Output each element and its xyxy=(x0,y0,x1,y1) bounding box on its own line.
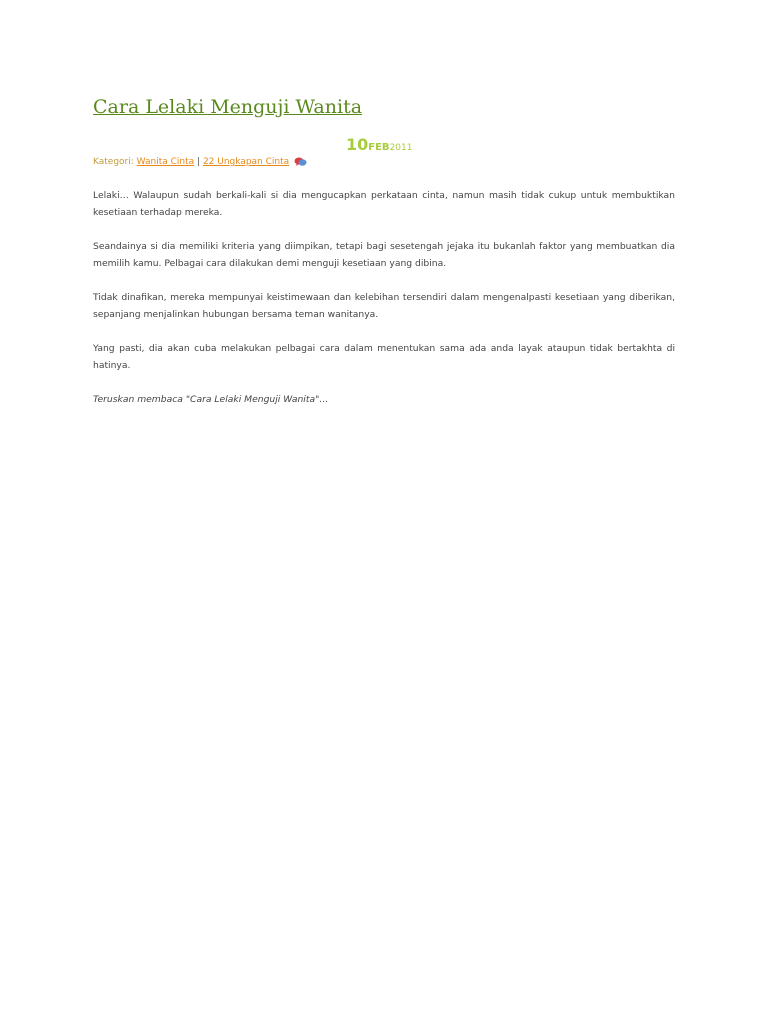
post-meta xyxy=(93,156,307,168)
meta-separator: | xyxy=(197,157,201,167)
read-more-link[interactable]: Teruskan membaca "Cara Lelaki Menguji Wanita"… xyxy=(93,394,329,405)
category-link[interactable]: Wanita Cinta xyxy=(136,157,195,167)
comments-link[interactable]: 22 Ungkapan Cinta xyxy=(202,157,290,167)
paragraph-1: Lelaki… Walaupun sudah berkali-kali si dia mengucapkan perkataan cinta, namun masih tidak cukup untuk membuktikan kesetiaan terhadap mereka. xyxy=(93,190,675,218)
blog-post xyxy=(93,94,675,405)
date-year: 2011 xyxy=(389,143,413,153)
post-title[interactable]: Cara Lelaki Menguji Wanita xyxy=(93,96,363,118)
category-label: Kategori: xyxy=(93,157,134,167)
post-content xyxy=(93,187,675,425)
comment-bubble-icon[interactable] xyxy=(294,157,307,167)
post-date xyxy=(346,137,412,153)
paragraph-4: Yang pasti, dia akan cuba melakukan pelbagai cara dalam menentukan sama ada anda layak ataupun tidak bertakhta di hatinya. xyxy=(93,343,675,371)
paragraph-2: Seandainya si dia memiliki kriteria yang diimpikan, tetapi bagi sesetengah jejaka itu bukanlah faktor yang membuatkan dia memilih kamu. Pelbagai cara dilakukan demi menguji kesetiaan yang dibina. xyxy=(93,241,675,269)
date-month: FEB xyxy=(368,142,390,153)
date-day: 10 xyxy=(346,135,369,154)
paragraph-3: Tidak dinafikan, mereka mempunyai keistimewaan dan kelebihan tersendiri dalam mengenalpasti kesetiaan yang diberikan, sepanjang menjalinkan hubungan bersama teman wanitanya. xyxy=(93,292,675,320)
